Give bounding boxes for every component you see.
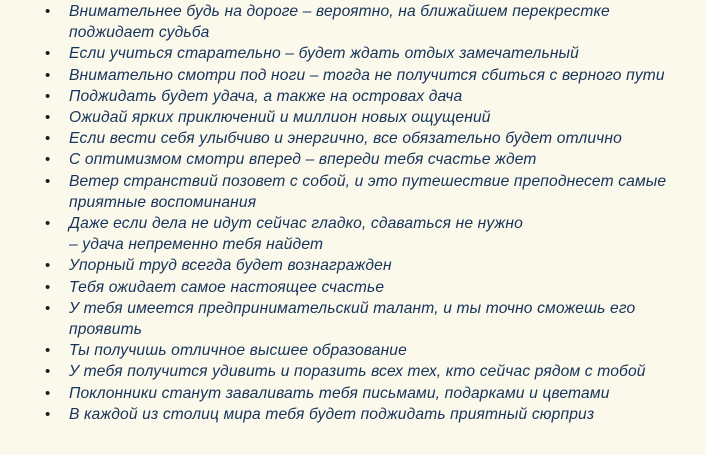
list-item (0, 277, 706, 298)
wish-list (0, 1, 706, 425)
list-item-text: Даже если дела не идут сейчас гладко, сдаваться не нужно (69, 215, 523, 233)
list-item (0, 107, 706, 128)
list-item (0, 383, 706, 404)
list-item (0, 255, 706, 276)
bullet-icon: • (45, 66, 51, 84)
list-item (0, 361, 706, 382)
list-item (0, 43, 706, 64)
bullet-icon: • (45, 151, 51, 169)
list-item (0, 128, 706, 149)
list-item-text: Ветер странствий позовет с собой, и это путешествие преподнесет самые приятные воспоминания (69, 172, 667, 211)
bullet-icon: • (45, 130, 51, 148)
bullet-icon: • (45, 405, 51, 423)
list-item-text: Внимательнее будь на дороге – вероятно, на ближайшем перекрестке поджидает судьба (69, 3, 610, 42)
list-item-continuation: – удача непременно тебя найдет (69, 236, 324, 254)
list-item-text: Тебя ожидает самое настоящее счастье (69, 278, 385, 296)
list-item-text: Упорный труд всегда будет вознагражден (69, 257, 392, 275)
list-item (0, 404, 706, 425)
list-item (0, 171, 706, 213)
bullet-icon: • (45, 3, 51, 20)
list-item (0, 213, 706, 255)
list-item (0, 1, 706, 43)
list-item (0, 149, 706, 170)
list-item (0, 298, 706, 340)
list-item-text: В каждой из столиц мира тебя будет поджидать приятный сюрприз (69, 405, 595, 423)
list-item-text: Поджидать будет удача, а также на островах дача (69, 87, 463, 105)
list-item-text: Если вести себя улыбчиво и энергично, все обязательно будет отлично (69, 130, 622, 148)
bullet-icon: • (45, 257, 51, 275)
bullet-icon: • (45, 278, 51, 296)
bullet-icon: • (45, 45, 51, 63)
list-item-text: Ожидай ярких приключений и миллион новых ощущений (69, 109, 491, 127)
list-item-text: У тебя имеется предпринимательский талант, и ты точно сможешь его проявить (69, 299, 636, 339)
bullet-icon: • (45, 384, 51, 402)
list-item (0, 65, 706, 86)
list-item-text: Ты получишь отличное высшее образование (69, 342, 407, 360)
list-item-text: У тебя получится удивить и поразить всех тех, кто сейчас рядом с тобой (69, 363, 646, 381)
list-item (0, 340, 706, 361)
list-item-text: Поклонники станут заваливать тебя письмами, подарками и цветами (69, 384, 610, 402)
list-item-text: Если учиться старательно – будет ждать отдых замечательный (69, 45, 580, 63)
bullet-icon: • (45, 172, 51, 190)
bullet-icon: • (45, 87, 51, 105)
bullet-icon: • (45, 363, 51, 381)
bullet-icon: • (45, 342, 51, 360)
bullet-icon: • (45, 299, 51, 317)
list-item (0, 86, 706, 107)
list-item-text: Внимательно смотри под ноги – тогда не получится сбиться с верного пути (69, 66, 665, 84)
bullet-icon: • (45, 215, 51, 233)
bullet-icon: • (45, 109, 51, 127)
list-item-text: С оптимизмом смотри вперед – впереди тебя счастье ждет (69, 151, 537, 169)
